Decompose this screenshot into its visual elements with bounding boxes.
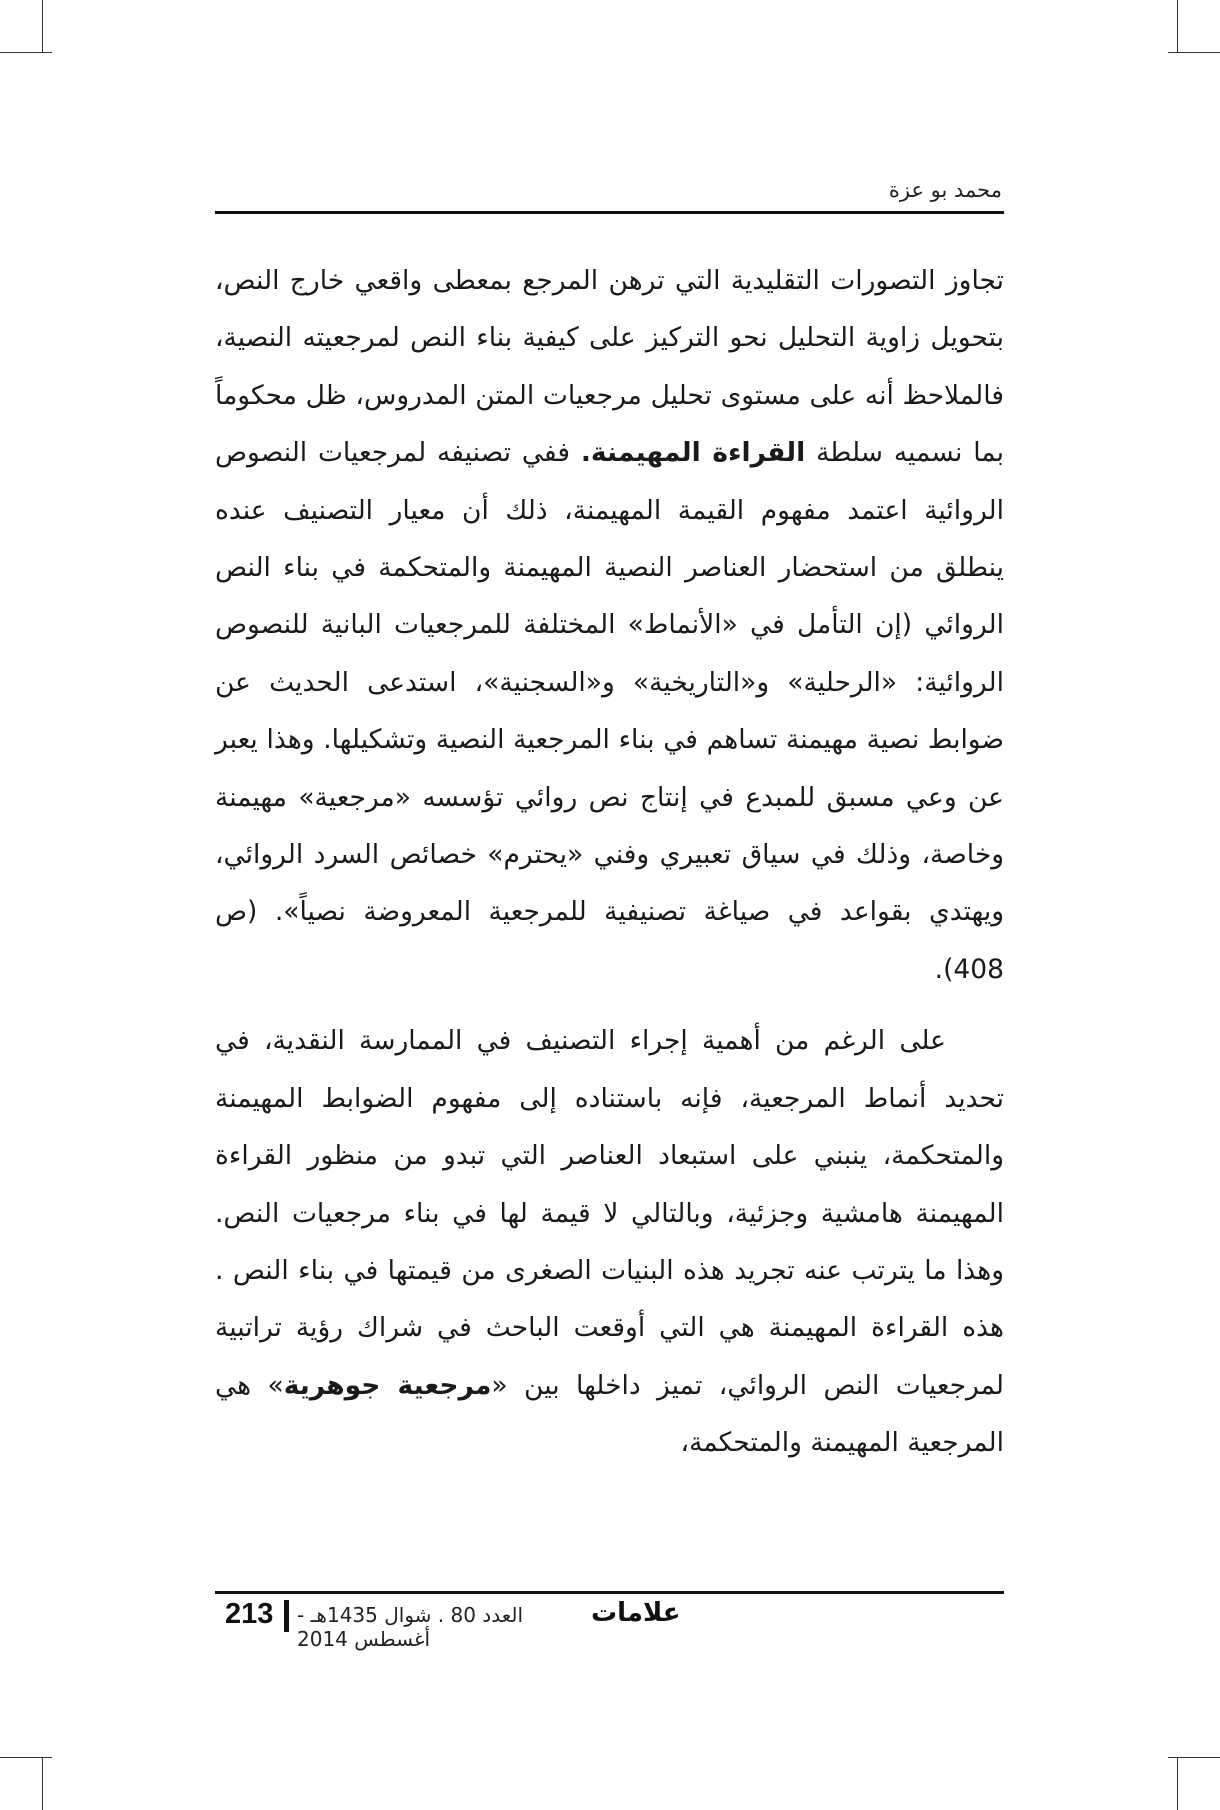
text-run: على الرغم من أهمية إجراء التصنيف في الممارسة النقدية، في تحديد أنماط المرجعية، فإنه باستناده إلى مفهوم الضوابط المهيمنة والمتحكمة، ينبني على استبعاد العناصر التي تبدو من منظور القراءة المهيمنة هامشية وجزئية، وبالتالي لا قيمة لها في بناء مرجعيات النص. وهذا ما يترتب عنه تجريد هذه البنيات الصغرى من قيمتها في بناء النص . هذه القراءة المهيمنة هي التي أوقعت الباحث في شراك رؤية تراتبية لمرجعيات النص الروائي، تميز داخلها بين « bbox=[215, 1025, 1005, 1401]
crop-mark bbox=[42, 0, 43, 52]
paragraph bbox=[215, 1012, 1004, 1471]
footer-separator bbox=[284, 1600, 289, 1632]
crop-mark bbox=[42, 1758, 43, 1810]
article-body bbox=[215, 252, 1004, 1472]
crop-mark bbox=[1177, 1758, 1178, 1810]
footer-rule bbox=[215, 1591, 1004, 1594]
issue-info: العدد 80 . شوال 1435هـ - أغسطس 2014 bbox=[297, 1603, 524, 1651]
crop-mark bbox=[1168, 52, 1220, 53]
page-footer bbox=[215, 1598, 1004, 1651]
emphasis-text: مرجعية جوهرية bbox=[283, 1369, 492, 1401]
text-run: ففي تصنيفه لمرجعيات النصوص الروائية اعتمد مفهوم القيمة المهيمنة، ذلك أن معيار التصنيف عنده ينطلق من استحضار العناصر النصية المهيمنة والمتحكمة في بناء النص الروائي (إن التأمل في «الأنماط» المختلفة للمرجعيات البانية للنصوص الروائية: «الرحلية» و«التاريخية» و«السجنية»، استدعى الحديث عن ضوابط نصية مهيمنة تساهم في بناء المرجعية النصية وتشكيلها. وهذا يعبر عن وعي مسبق للمبدع في إنتاج نص روائي تؤسسه «مرجعية» مهيمنة وخاصة، وذلك في سياق تعبيري وفني «يحترم» خصائص السرد الروائي، ويهتدي بقواعد في صياغة تصنيفية للمرجعية المعروضة نصياً». (ص 408). bbox=[215, 437, 1004, 985]
paragraph bbox=[215, 252, 1004, 998]
text-run: » هي المرجعية المهيمنة والمتحكمة، bbox=[215, 1369, 1004, 1459]
running-head-author: محمد بو عزة bbox=[888, 178, 1002, 202]
crop-mark bbox=[1168, 1757, 1220, 1758]
crop-mark bbox=[0, 1757, 52, 1758]
crop-mark bbox=[1177, 0, 1178, 52]
crop-mark bbox=[0, 52, 52, 53]
header-rule bbox=[215, 211, 1004, 214]
page-number: 213 bbox=[225, 1598, 274, 1630]
journal-logo: علامات bbox=[591, 1598, 681, 1628]
emphasis-text: القراءة المهيمنة. bbox=[580, 437, 806, 469]
text-run: تجاوز التصورات التقليدية التي ترهن المرجع بمعطى واقعي خارج النص، بتحويل زاوية التحليل نحو التركيز على كيفية بناء النص لمرجعيته النصية، فالملاحظ أنه على مستوى تحليل مرجعيات المتن المدروس، ظل محكوماً بما نسميه سلطة bbox=[215, 265, 1004, 469]
